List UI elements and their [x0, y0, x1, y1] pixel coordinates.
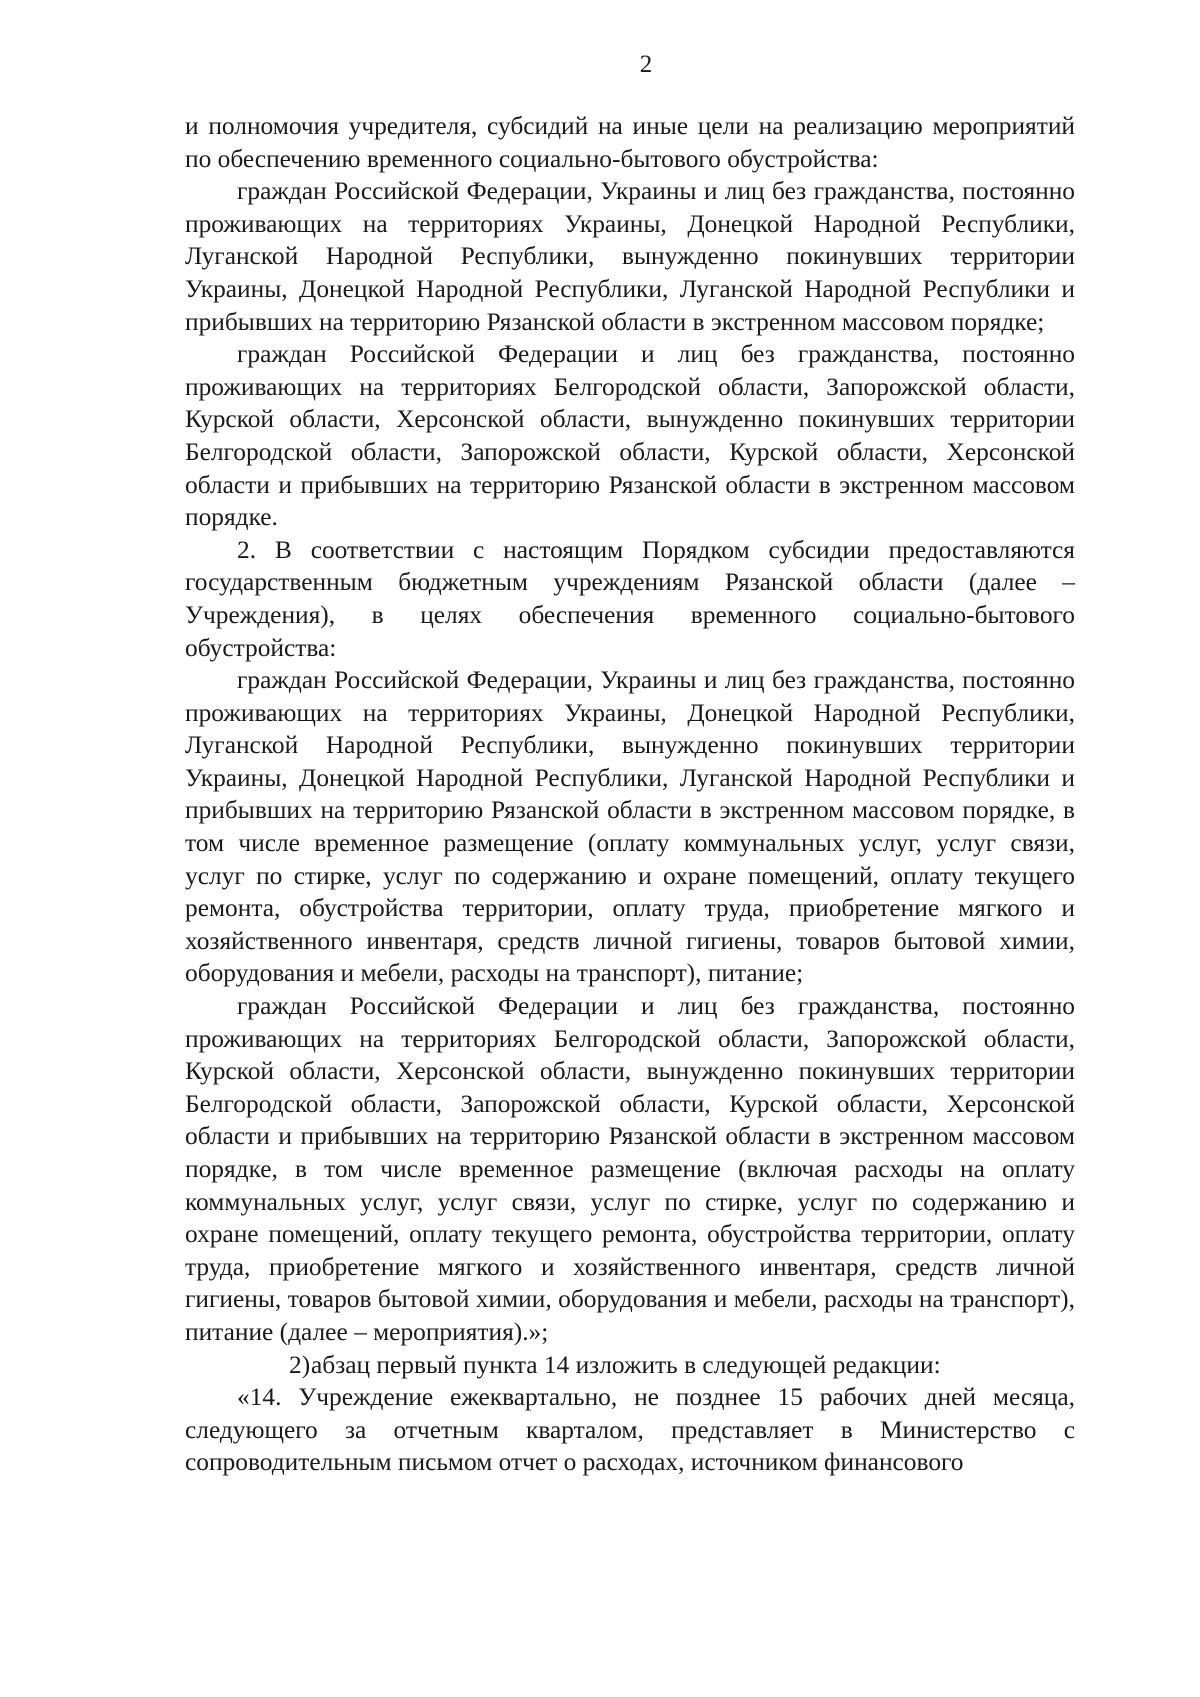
list-item-text: абзац первый пункта 14 изложить в следующей редакции: [311, 1350, 941, 1379]
amendment-list-item [185, 1349, 1075, 1382]
paragraph-continuation: и полномочия учредителя, субсидий на иные цели на реализацию мероприятий по обеспечению временного социально-бытового обустройства: [185, 112, 1075, 173]
paragraph-ukraine-citizens: граждан Российской Федерации, Украины и лиц без гражданства, постоянно проживающих на территориях Украины, Донецкой Народной Республики, Луганской Народной Республики, вынужденно покинувших территории Украины, Донецкой Народной Республики, Луганской Народной Республики и прибывших на территорию Рязанской области в экстренном массовом порядке; [185, 177, 1075, 336]
list-item-number: 2) [289, 1350, 311, 1379]
document-body [185, 110, 1075, 1479]
paragraph-border-regions-detailed: граждан Российской Федерации и лиц без гражданства, постоянно проживающих на территориях Белгородской области, Запорожской области, Курской области, Херсонской области, вынужденно покинувших территории Белгородской области, Запорожской области, Курской области, Херсонской области и прибывших на территорию Рязанской области в экстренном массовом порядке, в том числе временное размещение (включая расходы на оплату коммунальных услуг, услуг связи, услуг по стирке, услуг по содержанию и охране помещений, оплату текущего ремонта, обустройства территории, оплату труда, приобретение мягкого и хозяйственного инвентаря, средств личной гигиены, товаров бытовой химии, оборудования и мебели, расходы на транспорт), питание (далее – мероприятия).»; [185, 992, 1075, 1346]
paragraph-item-14: «14. Учреждение ежеквартально, не позднее 15 рабочих дней месяца, следующего за отчетным кварталом, представляет в Министерство с сопроводительным письмом отчет о расходах, источником финансового [185, 1383, 1075, 1477]
paragraph-ukraine-citizens-detailed: граждан Российской Федерации, Украины и лиц без гражданства, постоянно проживающих на территориях Украины, Донецкой Народной Республики, Луганской Народной Республики, вынужденно покинувших территории Украины, Донецкой Народной Республики, Луганской Народной Республики и прибывших на территорию Рязанской области в экстренном массовом порядке, в том числе временное размещение (оплату коммунальных услуг, услуг связи, услуг по стирке, услуг по содержанию и охране помещений, оплату текущего ремонта, обустройства территории, оплату труда, приобретение мягкого и хозяйственного инвентаря, средств личной гигиены, товаров бытовой химии, оборудования и мебели, расходы на транспорт), питание; [185, 666, 1075, 988]
paragraph-item-2: 2. В соответствии с настоящим Порядком субсидии предоставляются государственным бюджетным учреждениям Рязанской области (далее – Учреждения), в целях обеспечения временного социально-бытового обустройства: [185, 535, 1075, 662]
page-number: 2 [639, 51, 653, 78]
paragraph-border-regions-citizens: граждан Российской Федерации и лиц без гражданства, постоянно проживающих на территориях Белгородской области, Запорожской области, Курской области, Херсонской области, вынужденно покинувших территории Белгородской области, Запорожской области, Курской области, Херсонской области и прибывших на территорию Рязанской области в экстренном массовом порядке. [185, 340, 1075, 532]
